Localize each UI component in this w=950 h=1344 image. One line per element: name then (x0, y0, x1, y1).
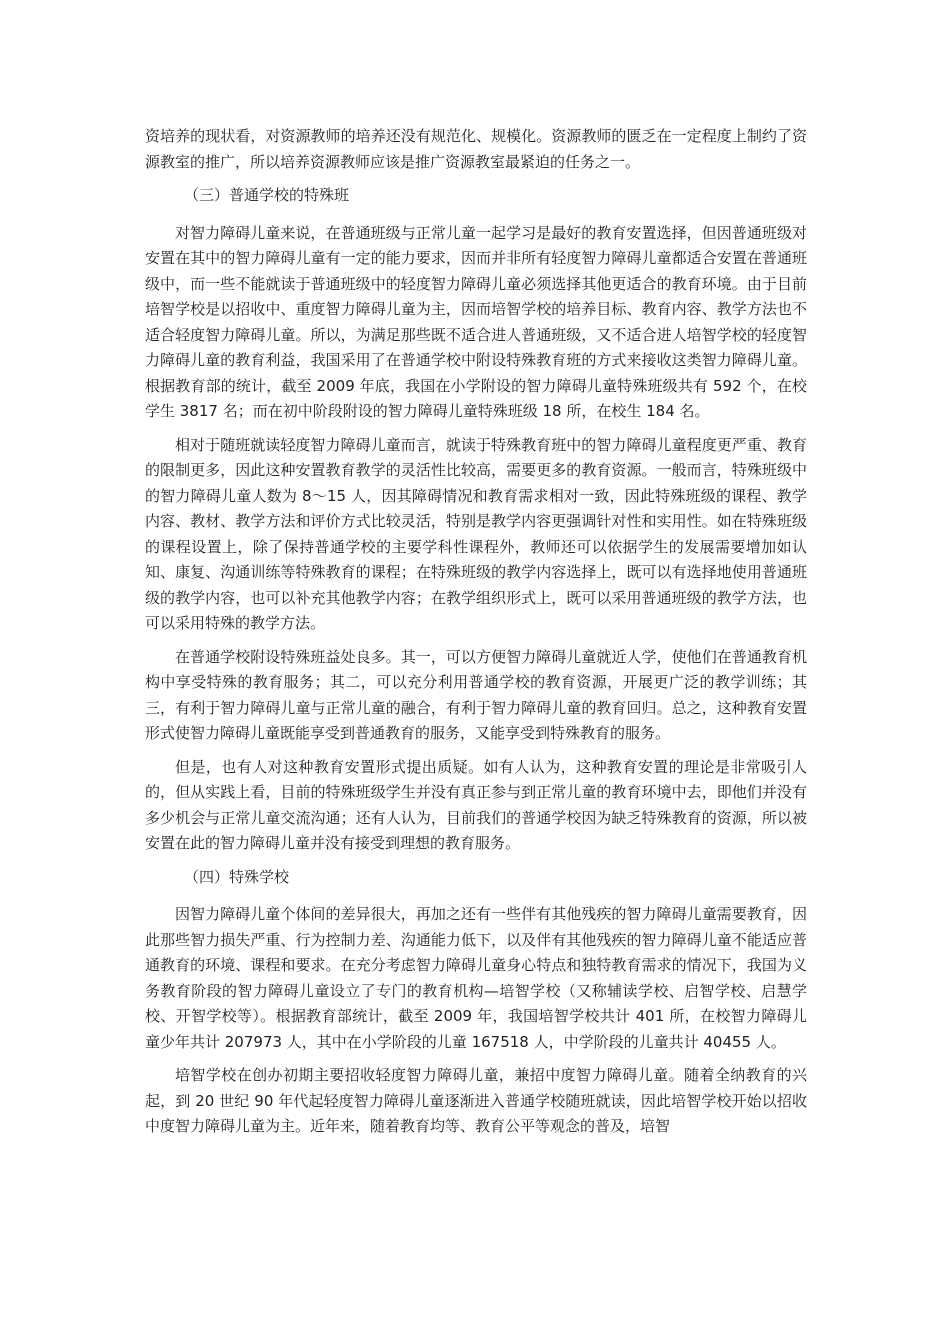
paragraph: 对智力障碍儿童来说，在普通班级与正常儿童一起学习是最好的教育安置选择，但因普通班级对安置在其中的智力障碍儿童有一定的能力要求，因而并非所有轻度智力障碍儿童都适合安置在普通班级中，而一些不能就读于普通班级中的轻度智力障碍儿童必须选择其他更适合的教育环境。由于目前培智学校是以招收中、重度智力障碍儿童为主，因而培智学校的培养目标、教育内容、教学方法也不适合轻度智力障碍儿童。所以，为满足那些既不适合进人普通班级，又不适合进人培智学校的轻度智力障碍儿童的教育利益，我国采用了在普通学校中附设特殊教育班的方式来接收这类智力障碍儿童。根据教育部的统计，截至 2009 年底，我国在小学附设的智力障碍儿童特殊班级共有 592 个，在校学生 3817 名；而在初中阶段附设的智力障碍儿童特殊班级 18 所，在校生 184 名。 (145, 223, 807, 420)
paragraph: 但是，也有人对这种教育安置形式提出质疑。如有人认为，这种教育安置的理论是非常吸引人的，但从实践上看，目前的特殊班级学生并没有真正参与到正常儿童的教育环境中去，即他们并没有多少机会与正常儿童交流沟通；还有人认为，目前我们的普通学校因为缺乏特殊教育的资源，所以被安置在此的智力障碍儿童并没有接受到理想的教育服务。 (145, 757, 807, 852)
paragraph: 在普通学校附设特殊班益处良多。其一，可以方便智力障碍儿童就近人学，使他们在普通教育机构中享受特殊的教育服务；其二，可以充分利用普通学校的教育资源，开展更广泛的教学训练；其三，有利于智力障碍儿童与正常儿童的融合，有利于智力障碍儿童的教育回归。总之，这种教育安置形式使智力障碍儿童既能享受到普通教育的服务，又能享受到特殊教育的服务。 (145, 647, 807, 742)
paragraph: 培智学校在创办初期主要招收轻度智力障碍儿童，兼招中度智力障碍儿童。随着全纳教育的兴起，到 20 世纪 90 年代起轻度智力障碍儿童逐渐进入普通学校随班就读，因此培智学校开始以招收中度智力障碍儿童为主。近年来，随着教育均等、教育公平等观念的普及，培智 (145, 1066, 807, 1135)
paragraph: 因智力障碍儿童个体间的差异很大，再加之还有一些伴有其他残疾的智力障碍儿童需要教育，因此那些智力损失严重、行为控制力差、沟通能力低下，以及伴有其他残疾的智力障碍儿童不能适应普通教育的环境、课程和要求。在充分考虑智力障碍儿童身心特点和独特教育需求的情况下，我国为义务教育阶段的智力障碍儿童设立了专门的教育机构—培智学校（又称辅读学校、启智学校、启慧学校、开智学校等）。根据教育部统计，截至 2009 年，我国培智学校共计 401 所，在校智力障碍儿童少年共计 207973 人，其中在小学阶段的儿童 167518 人，中学阶段的儿童共计 40455 人。 (145, 905, 807, 1051)
document-page (145, 124, 807, 1148)
section-heading-special-class: （三）普通学校的特殊班 (184, 186, 350, 204)
section-heading-special-school: （四）特殊学校 (184, 867, 290, 886)
paragraph: 相对于随班就读轻度智力障碍儿童而言，就读于特殊教育班中的智力障碍儿童程度更严重、教育的限制更多，因此这种安置教育教学的灵活性比较高，需要更多的教育资源。一般而言，特殊班级中的智力障碍儿童人数为 8～15 人，因其障碍情况和教育需求相对一致，因此特殊班级的课程、教学内容、教材、教学方法和评价方式比较灵活，特别是教学内容更强调针对性和实用性。如在特殊班级的课程设置上，除了保持普通学校的主要学科性课程外，教师还可以依据学生的发展需要增加如认知、康复、沟通训练等特殊教育的课程；在特殊班级的教学内容选择上，既可以有选择地使用普通班级的教学内容，也可以补充其他教学内容；在教学组织形式上，既可以采用普通班级的教学方法，也可以采用特殊的教学方法。 (145, 435, 807, 632)
paragraph-continued: 资培养的现状看，对资源教师的培养还没有规范化、规模化。资源教师的匮乏在一定程度上制约了资源教室的推广，所以培养资源教师应该是推广资源教室最紧迫的任务之一。 (145, 127, 807, 171)
